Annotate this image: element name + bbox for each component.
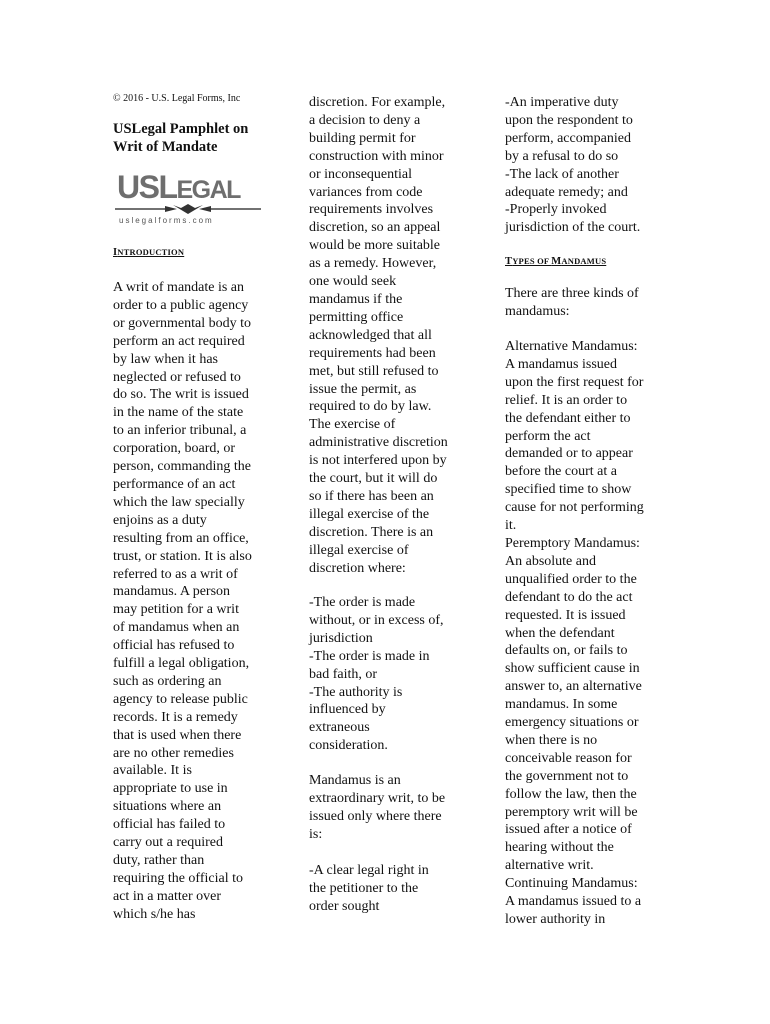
uslegal-logo bbox=[113, 170, 263, 232]
requirements-list: -An imperative duty upon the respondent to perform, accompanied by a refusal to do so -The lack of another adequate remedy; and -Properly invoked jurisdiction of the court. bbox=[505, 95, 641, 236]
eagle-wings-icon bbox=[115, 203, 261, 215]
kinds-intro: There are three kinds of mandamus: bbox=[505, 286, 639, 319]
illegal-discretion-list: -The order is made without, or in excess of, jurisdiction -The order is made in bad faith, or -The authority is influenced by extraneous consideration. bbox=[309, 595, 444, 754]
legal-right-item: -A clear legal right in the petitioner to the order sought bbox=[309, 863, 429, 914]
pamphlet-title: USLegal Pamphlet on Writ of Mandate bbox=[113, 121, 249, 155]
logo-url: uslegalforms.com bbox=[119, 216, 214, 225]
types-of-mandamus-heading: TYPES OF MANDAMUS bbox=[505, 256, 607, 267]
logo-wordmark: USLEGAL bbox=[117, 169, 240, 205]
introduction-body: A writ of mandate is an order to a public agency or governmental body to perform an act required by law when it has neglected or refused to do so. The writ is issued in the name of the state to an inferior tribunal, a corporation, board, or person, commanding the performance of an act which the law specially enjoins as a duty resulting from an office, trust, or station. It is also referred to as a writ of mandamus. A person may petition for a writ of mandamus when an official has refused to fulfill a legal obligation, such as ordering an agency to release public records. It is a remedy that is used when there are no other remedies available. It is appropriate to use in situations where an official has failed to carry out a required duty, rather than requiring the official to act in a matter over which s/he has bbox=[113, 280, 252, 922]
mandamus-types-body: Alternative Mandamus: A mandamus issued upon the first request for relief. It is an order to the defendant either to perform the act demanded or to appear before the court at a specified time to show cause for not performing it. Peremptory Mandamus: An absolute and unqualified order to the defendant to do the act requested. It is issued when the defendant defaults on, or fails to show sufficient cause in answer to, an alternative mandamus. In some emergency situations or when there is no conceivable reason for the government not to follow the law, then the peremptory writ will be issued after a notice of hearing without the alternative writ. Continuing Mandamus: A mandamus issued to a lower authority in bbox=[505, 339, 644, 927]
extraordinary-writ-paragraph: Mandamus is an extraordinary writ, to be issued only where there is: bbox=[309, 773, 446, 842]
discretion-paragraph: discretion. For example, a decision to deny a building permit for construction with minor or inconsequential variances from code requirements involves discretion, so an appeal would be more suitable as a remedy. However, one would seek mandamus if the permitting office acknowledged that all requirements had been met, but still refused to issue the permit, as required to do by law. The exercise of administrative discretion is not interfered upon by the court, but it will do so if there has been an illegal exercise of the discretion. There is an illegal exercise of discretion where: bbox=[309, 95, 448, 576]
introduction-heading: INTRODUCTION bbox=[113, 247, 185, 258]
copyright-notice: © 2016 - U.S. Legal Forms, Inc bbox=[113, 93, 241, 104]
